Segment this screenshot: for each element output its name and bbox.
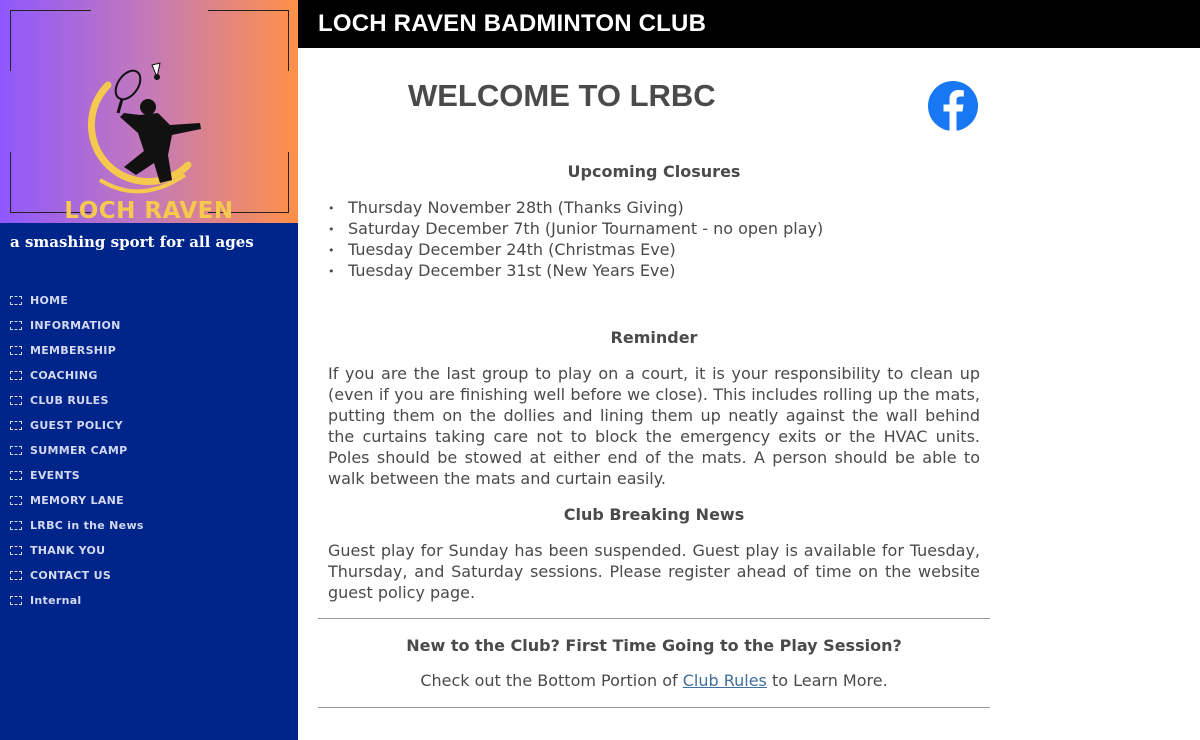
- dashed-square-icon: [10, 321, 22, 330]
- dashed-square-icon: [10, 396, 22, 405]
- nav-item-summer-camp[interactable]: [10, 438, 144, 463]
- nav-item-label: MEMBERSHIP: [30, 344, 117, 357]
- sidebar: [0, 0, 298, 740]
- nav-item-label: COACHING: [30, 369, 98, 382]
- divider: [318, 707, 990, 708]
- nav-item-label: LRBC in the News: [30, 519, 144, 532]
- closures-heading: Upcoming Closures: [567, 162, 741, 181]
- nav-item-home[interactable]: [10, 288, 144, 313]
- dashed-square-icon: [10, 446, 22, 455]
- page-title: WELCOME TO LRBC: [408, 78, 716, 113]
- header-bar: [298, 0, 1200, 48]
- reminder-text: If you are the last group to play on a court, it is your responsibility to clean up (even if you are finishing well before we close). This includes rolling up the mats, putting them on the dollies and lining them up neatly against the wall behind the curtains taking care not to block the emergency exits or the HVAC units. Poles should be stowed at either end of the mats. A person should be able to walk between the mats and curtain easily.: [328, 364, 980, 488]
- newcomer-text-pre: Check out the Bottom Portion of: [420, 671, 683, 690]
- site-title[interactable]: LOCH RAVEN BADMINTON CLUB: [318, 10, 707, 37]
- logo-frame-corner: [208, 10, 289, 71]
- nav-item-membership[interactable]: [10, 338, 144, 363]
- nav-item-contact-us[interactable]: [10, 563, 144, 588]
- closures-list: [328, 197, 823, 281]
- dashed-square-icon: [10, 421, 22, 430]
- logo-text: LOCH RAVEN: [64, 198, 234, 223]
- nav-item-label: CLUB RULES: [30, 394, 109, 407]
- tagline: a smashing sport for all ages: [10, 233, 254, 251]
- dashed-square-icon: [10, 496, 22, 505]
- nav-item-label: CONTACT US: [30, 569, 112, 582]
- dashed-square-icon: [10, 471, 22, 480]
- news-heading: Club Breaking News: [563, 505, 745, 524]
- divider: [318, 618, 990, 619]
- list-item: • Tuesday December 31st (New Years Eve): [328, 260, 823, 281]
- nav-item-guest-policy[interactable]: [10, 413, 144, 438]
- newcomer-heading: New to the Club? First Time Going to the Play Session?: [406, 636, 902, 655]
- news-text: Guest play for Sunday has been suspended. Guest play is available for Tuesday, Thursday, and Saturday sessions. Please register ahead of time on the website guest policy page.: [328, 541, 980, 602]
- dashed-square-icon: [10, 571, 22, 580]
- main-nav: [10, 288, 144, 613]
- list-item: • Saturday December 7th (Junior Tournament - no open play): [328, 218, 823, 239]
- nav-item-information[interactable]: [10, 313, 144, 338]
- nav-item-label: HOME: [30, 294, 69, 307]
- facebook-icon[interactable]: [928, 81, 978, 131]
- nav-item-label: GUEST POLICY: [30, 419, 123, 432]
- nav-item-label: EVENTS: [30, 469, 80, 482]
- badminton-player-logo-icon: [60, 55, 220, 205]
- dashed-square-icon: [10, 346, 22, 355]
- nav-item-label: SUMMER CAMP: [30, 444, 128, 457]
- dashed-square-icon: [10, 296, 22, 305]
- club-logo[interactable]: [0, 0, 298, 223]
- nav-item-coaching[interactable]: [10, 363, 144, 388]
- club-rules-link[interactable]: Club Rules: [682, 671, 767, 690]
- nav-item-club-rules[interactable]: [10, 388, 144, 413]
- newcomer-text-post: to Learn More.: [766, 671, 888, 690]
- nav-item-lrbc-in-the-news[interactable]: [10, 513, 144, 538]
- dashed-square-icon: [10, 371, 22, 380]
- nav-item-events[interactable]: [10, 463, 144, 488]
- nav-item-internal[interactable]: [10, 588, 144, 613]
- nav-item-label: INFORMATION: [30, 319, 121, 332]
- nav-item-label: THANK YOU: [30, 544, 106, 557]
- dashed-square-icon: [10, 521, 22, 530]
- list-item: • Thursday November 28th (Thanks Giving): [328, 197, 823, 218]
- nav-item-memory-lane[interactable]: [10, 488, 144, 513]
- newcomer-text: [318, 671, 990, 690]
- nav-item-thank-you[interactable]: [10, 538, 144, 563]
- dashed-square-icon: [10, 596, 22, 605]
- nav-item-label: Internal: [30, 594, 82, 607]
- list-item: • Tuesday December 24th (Christmas Eve): [328, 239, 823, 260]
- nav-item-label: MEMORY LANE: [30, 494, 124, 507]
- reminder-heading: Reminder: [610, 328, 698, 347]
- dashed-square-icon: [10, 546, 22, 555]
